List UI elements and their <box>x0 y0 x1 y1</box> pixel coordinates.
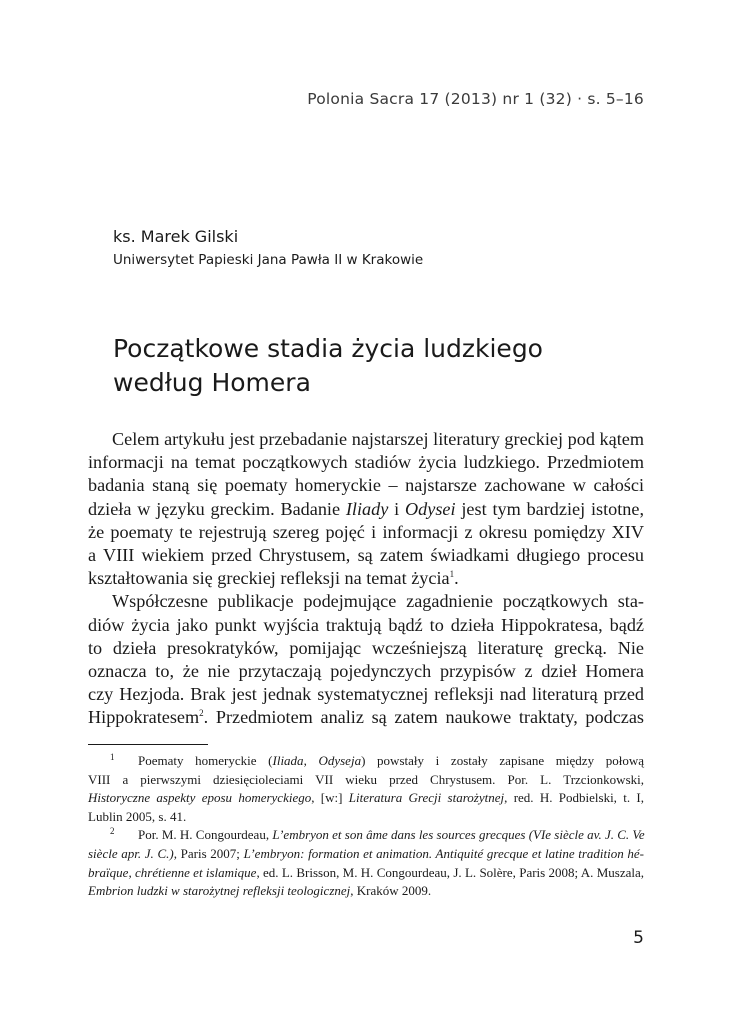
footnote-italic: siècle apr. J. C.) <box>88 845 174 861</box>
footnote-2-line <box>88 845 644 864</box>
body-line: oznacza to, że nie przytaczają pojedynczych przypisów z dzieł Homera <box>88 660 644 681</box>
body-line: Celem artykułu jest przebadanie najstarszej literatury greckiej pod kątem <box>112 429 644 449</box>
footnote-2-line: 2 Por. M. H. Congourdeau, L’embryon et son âme dans les sources grecques (VIe siècle av. J. C. Ve <box>110 826 645 843</box>
footnote-1-line: Lublin 2005, s. 41. <box>88 808 187 824</box>
body-text-run: . Przedmiotem analiz są zatem naukowe traktaty, podczas <box>203 707 644 728</box>
footnote-ref-1[interactable]: 1 <box>449 569 455 580</box>
footnote-text: Por. M. H. Congourdeau, <box>138 827 270 843</box>
body-line <box>88 706 644 729</box>
body-text-run: . <box>454 568 459 589</box>
body-line: Współczesne publikacje podejmujące zagadnienie początkowych sta- <box>112 591 644 612</box>
footnote-1-line: VIII a pierwszymi dziesięcioleciami VII wieku przed Chrystusem. Por. L. Trzcionkowski, <box>88 771 644 787</box>
footnote-text: , red. H. Podbielski, t. I, <box>504 790 644 806</box>
footnote-italic: Odyseja <box>318 753 362 768</box>
body-text-run: kształtowania się greckiej refleksji na temat życia <box>88 568 450 589</box>
body-text-run: i <box>394 498 400 519</box>
footnote-italic: braïque, chrétienne et islamique <box>88 864 257 880</box>
footnote-text: , Kraków 2009. <box>350 883 432 899</box>
body-line: a VIII wiekiem przed Chrystusem, są zatem świadkami długiego procesu <box>88 544 644 565</box>
italic-title-odyssey: Odysei <box>405 498 456 519</box>
italic-title-iliad: Iliady <box>345 498 389 519</box>
body-text-run: jest tym bardziej istotne, <box>461 498 645 519</box>
footnote-italic: Historyczne aspekty eposu homeryckiego <box>88 790 312 806</box>
footnote-1-line: 1 Poematy homeryckie (Iliada, Odyseja) powstały i zostały zapisane między połową <box>110 751 644 768</box>
footnote-text: , Paris 2007; <box>173 845 240 861</box>
body-line: czy Hezjoda. Brak jest jednak systematycznej refleksji nad literaturą przed <box>88 684 644 705</box>
footnotes <box>88 752 644 901</box>
footnote-italic: L’embryon: formation et animation. Antiquité grecque et latine tradition hé- <box>243 845 645 861</box>
footnote-text: , <box>303 753 307 768</box>
article-body <box>88 428 644 729</box>
body-text-run: dzieła w języku greckim. Badanie <box>88 498 341 519</box>
footnote-text: , [w:] <box>311 790 343 806</box>
body-line: to dzieła presokratyków, pomijając wcześniejszą literaturę grecką. Nie <box>88 637 644 658</box>
title-line-2: według Homera <box>113 368 311 397</box>
body-line <box>88 498 644 521</box>
title-line-1: Początkowe stadia życia ludzkiego <box>113 334 543 363</box>
footnote-ref-2[interactable]: 2 <box>199 708 204 719</box>
body-line: diów życia jako punkt wyjścia traktują bądź to dzieła Hippokratesa, bądź <box>88 614 644 635</box>
footnote-divider <box>88 744 208 745</box>
footnote-text: Poematy homeryckie ( <box>138 753 273 768</box>
footnote-text: , ed. L. Brisson, M. H. Congourdeau, J. L. Solère, Paris 2008; A. Muszala, <box>256 864 644 880</box>
body-line: że poematy te rejestrują szereg pojęć i informacji z okresu pomiędzy XIV <box>88 521 644 542</box>
page-number: 5 <box>633 928 644 948</box>
footnote-1-line <box>88 789 644 808</box>
footnote-italic: Embrion ludzki w starożytnej refleksji teologicznej <box>88 883 351 899</box>
footnote-italic: Iliada <box>272 753 304 768</box>
author-name: ks. Marek Gilski <box>113 227 239 246</box>
author-affiliation: Uniwersytet Papieski Jana Pawła II w Krakowie <box>113 252 424 268</box>
running-head: Polonia Sacra 17 (2013) nr 1 (32) · s. 5–16 <box>307 90 644 108</box>
footnote-2-line <box>88 864 644 883</box>
footnote-italic: Literatura Grecji starożytnej <box>348 790 505 806</box>
footnote-italic: L’embryon et son âme dans les sources grecques (VIe siècle av. J. C. Ve <box>272 827 645 843</box>
body-line: badania staną się poematy homeryckie – najstarsze zachowane w całości <box>88 475 644 496</box>
footnote-2-line <box>88 882 644 901</box>
article-title <box>113 332 633 400</box>
body-line: informacji na temat początkowych stadiów życia ludzkiego. Przedmiotem <box>88 452 644 473</box>
body-text-run: Hippokratesem <box>88 707 200 728</box>
footnote-text: ) powstały i zostały zapisane między połową <box>361 753 644 768</box>
body-line <box>88 567 644 590</box>
